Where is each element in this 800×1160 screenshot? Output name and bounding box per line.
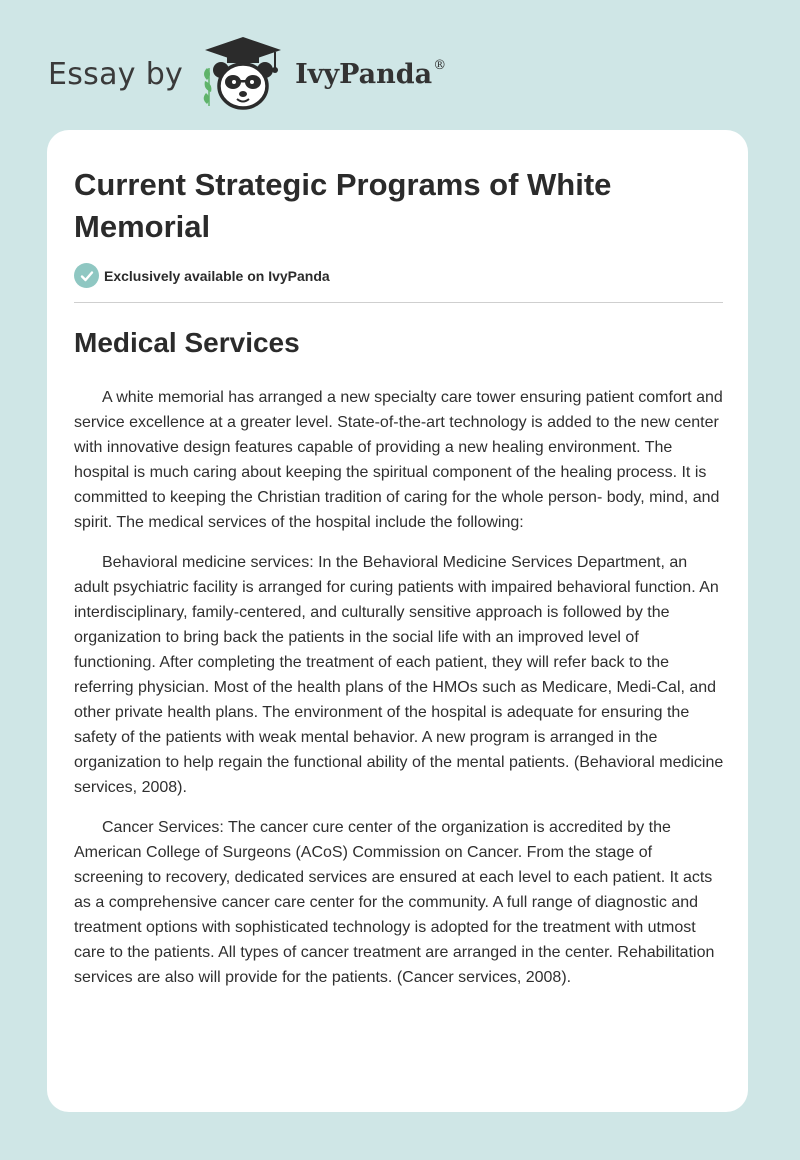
registered-mark: ® bbox=[433, 58, 447, 73]
check-icon bbox=[74, 263, 99, 288]
ivy-leaf-icon bbox=[204, 68, 212, 106]
divider bbox=[74, 302, 723, 303]
page-title: Current Strategic Programs of White Memorial bbox=[74, 167, 612, 244]
exclusive-badge-text: Exclusively available on IvyPanda bbox=[104, 267, 330, 284]
article-card bbox=[47, 130, 748, 1112]
site-header bbox=[48, 34, 446, 114]
section-heading: Medical Services bbox=[74, 327, 300, 358]
essay-by-label: Essay by bbox=[48, 56, 184, 92]
paragraph: Cancer Services: The cancer cure center of the organization is accredited by the American College of Surgeons (ACoS) Commission on Cancer. From the stage of screening to recovery, dedicated services are ensured at each level to each patient. It acts as a comprehensive cancer care center for the community. A full range of diagnostic and treatment options with sophisticated technology is adopted for the treatment with utmost care to the patients. All types of cancer treatment are arranged in the center. Rehabilitation services are also will provide for the patients. (Cancer services, 2008). bbox=[74, 819, 715, 986]
panda-logo-icon[interactable] bbox=[197, 34, 289, 114]
paragraph: A white memorial has arranged a new specialty care tower ensuring patient comfort and service excellence at a greater level. State-of-the-art technology is added to the new center with innovative design features capable of providing a new healing environment. The hospital is much caring about keeping the spiritual component of the healing process. It is committed to keeping the Christian tradition of caring for the whole person- body, mind, and spirit. The medical services of the hospital include the following: bbox=[74, 389, 723, 531]
article-body bbox=[74, 385, 724, 1005]
paragraph: Behavioral medicine services: In the Behavioral Medicine Services Department, an adult psychiatric facility is arranged for curing patients with impaired behavioral function. An interdisciplinary, family-centered, and culturally sensitive approach is followed by the organization to bring back the patients in the social life with an improved level of functioning. After completing the treatment of each patient, they will refer back to the referring physician. Most of the health plans of the HMOs such as Medicare, Medi-Cal, and other private health plans. The environment of the hospital is adequate for ensuring the safety of the patients with weak mental behavior. A new program is arranged in the organization to help regain the functional ability of the mental patients. (Behavioral medicine services, 2008). bbox=[74, 554, 724, 796]
exclusive-badge bbox=[74, 263, 330, 288]
brand-name[interactable] bbox=[295, 58, 446, 90]
brand-name-text: IvyPanda bbox=[295, 59, 433, 90]
